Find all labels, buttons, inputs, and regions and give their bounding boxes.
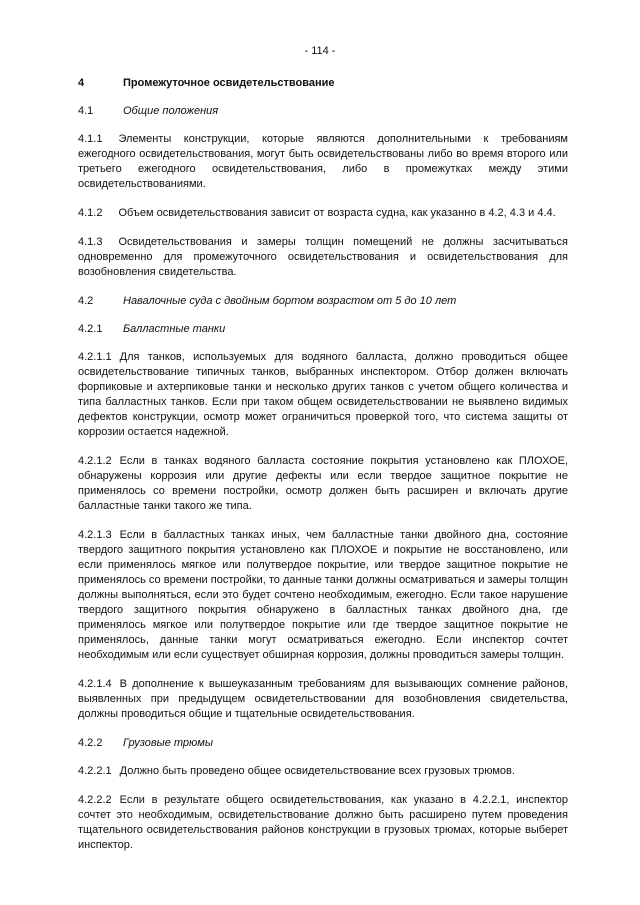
paragraph-text: Для танков, используемых для водяного балласта, должно проводиться общее освидетельствование типичных танков, выбранных инспектором. Отбор должен включать форпиковые и ахтерпиковые танки и несколько других танков с учетом общего количества и типа балластных танков. Если при таком общем освидетельствовании не выявлено видимых дефектов конструкции, осмотр может ограничиться проверкой того, что система защиты от коррозии остается надежной. [78,351,568,438]
paragraph [78,206,568,221]
heading-title: Грузовые трюмы [123,737,213,749]
subsection-heading [78,736,568,751]
paragraph-text: Если в танках водяного балласта состояние покрытия установлено как ПЛОХОЕ, обнаружены коррозия или другие дефекты или если твердое защитное покрытие не применялось со времени постройки, осмотр должен быть расширен и включать другие балластные танки такого же типа. [78,455,568,512]
heading-title: Балластные танки [123,323,226,335]
heading-number: 4.2.2 [78,737,103,749]
heading-title: Навалочные суда с двойным бортом возрастом от 5 до 10 лет [123,295,457,307]
section-heading [78,76,568,91]
paragraph-number: 4.2.1.1 [78,351,112,363]
paragraph-number: 4.2.1.4 [78,678,112,690]
paragraph [78,793,568,853]
paragraph-text: Элементы конструкции, которые являются дополнительными к требованиям ежегодного освидетельствования, могут быть освидетельствованы либо во время второго или третьего ежегодного освидетельствования, либо в промежутках между этими освидетельствованиями. [78,133,568,190]
heading-number: 4.2 [78,295,94,307]
section-number: 4 [78,77,85,89]
heading-title: Общие положения [123,105,219,117]
paragraph-number: 4.1.1 [78,133,103,145]
subsection-heading [78,104,568,119]
paragraph [78,235,568,280]
paragraph-number: 4.2.2.1 [78,765,112,777]
subsection-heading [78,322,568,337]
paragraph-number: 4.2.1.3 [78,529,112,541]
paragraph [78,454,568,514]
paragraph [78,350,568,440]
heading-number: 4.2.1 [78,323,103,335]
paragraph-text: Если в результате общего освидетельствования, как указано в 4.2.2.1, инспектор сочтет это необходимым, освидетельствование должно быть расширено путем проведения тщательного освидетельствования районов конструкции в грузовых трюмах, которые выберет инспектор. [78,794,568,851]
subsection-heading [78,294,568,309]
paragraph [78,764,568,779]
paragraph [78,132,568,192]
paragraph-number: 4.1.2 [78,207,103,219]
paragraph-text: Если в балластных танках иных, чем балластные танки двойного дна, состояние твердого защитного покрытия установлено как ПЛОХОЕ и покрытие не восстановлено, или если применялось мягкое или полутвердое покрытие, или твердое защитное покрытие не применялось со времени постройки, то данные танки должны осматриваться и замеры толщин должны выполняться, если это будет сочтено необходимым, ежегодно. Если такое нарушение твердого защитного покрытия обнаружено в балластных танках двойного дна, где применялось мягкое или полутвердое покрытие или где твердое защитное покрытие не применялось, данные танки могут осматриваться ежегодно. Если инспектор сочтет необходимым или если существует обширная коррозия, должны проводиться замеры толщин. [78,529,568,661]
page-number: - 114 - [304,45,336,57]
paragraph [78,677,568,722]
paragraph-text: Объем освидетельствования зависит от возраста судна, как указанно в 4.2, 4.3 и 4.4. [118,207,556,219]
paragraph-number: 4.2.1.2 [78,455,112,467]
section-title: Промежуточное освидетельствование [123,77,335,89]
paragraph-number: 4.2.2.2 [78,794,112,806]
paragraph-text: Должно быть проведено общее освидетельствование всех грузовых трюмов. [119,765,515,777]
document-body [78,76,568,867]
paragraph-text: В дополнение к вышеуказанным требованиям для вызывающих сомнение районов, выявленных при предыдущем освидетельствовании для возобновления свидетельства, должны проводиться общие и тщательные освидетельствования. [78,678,568,720]
heading-number: 4.1 [78,105,94,117]
paragraph [78,528,568,663]
paragraph-text: Освидетельствования и замеры толщин помещений не должны засчитываться одновременно для промежуточного освидетельствования и освидетельствования для возобновления свидетельства. [78,236,568,278]
paragraph-number: 4.1.3 [78,236,103,248]
